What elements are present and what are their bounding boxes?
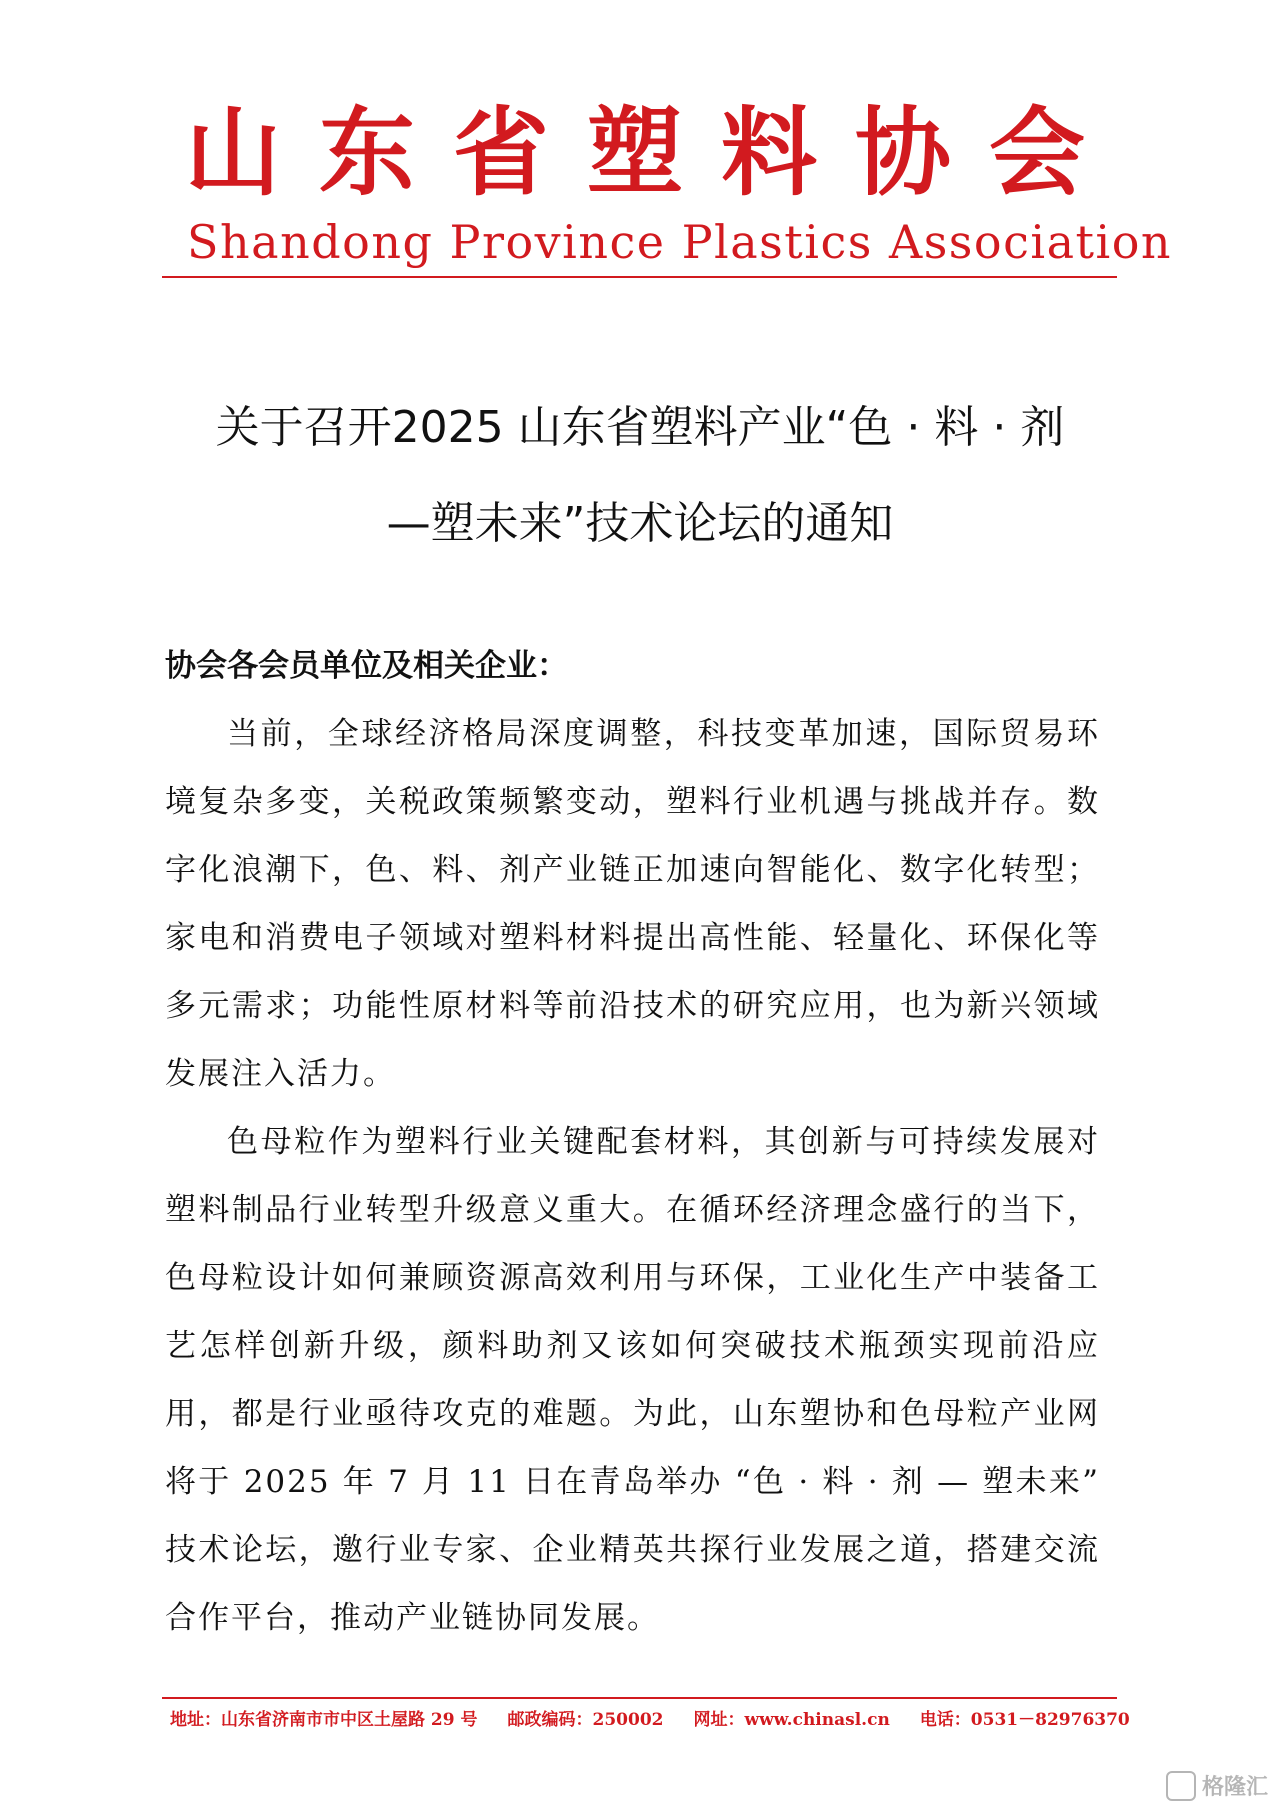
salutation: 协会各会员单位及相关企业： bbox=[165, 648, 568, 684]
notice-title-line-1: 关于召开2025 山东省塑料产业“色 · 料 · 剂 bbox=[215, 402, 1065, 453]
footer-phone: 电话：0531－82976370 bbox=[919, 1710, 1130, 1730]
letterhead-divider bbox=[162, 276, 1117, 278]
org-name-char: 省 bbox=[453, 96, 549, 209]
body-paragraph: 色母粒作为塑料行业关键配套材料，其创新与可持续发展对塑料制品行业转型升级意义重大。在循环经济理念盛行的当下，色母粒设计如何兼顾资源高效利用与环保，工业化生产中装备工艺怎样创新升级，颜料助剂又该如何突破技术瓶颈实现前沿应用，都是行业亟待攻克的难题。为此，山东塑协和色母粒产业网将于 2025 年 7 月 11 日在青岛举办 “色 · 料 · 剂 — 塑未来” 技术论坛，邀行业专家、企业精英共探行业发展之道，搭建交流合作平台，推动产业链协同发展。 bbox=[165, 1124, 1100, 1636]
org-name-char: 协 bbox=[855, 96, 951, 209]
body-paragraph: 当前，全球经济格局深度调整，科技变革加速，国际贸易环境复杂多变，关税政策频繁变动，塑料行业机遇与挑战并存。数字化浪潮下，色、料、剂产业链正加速向智能化、数字化转型；家电和消费电子领域对塑料材料提出高性能、轻量化、环保化等多元需求；功能性原材料等前沿技术的研究应用，也为新兴领域发展注入活力。 bbox=[165, 716, 1100, 1092]
footer-postcode: 邮政编码：250002 bbox=[507, 1710, 664, 1730]
watermark-logo-icon bbox=[1166, 1771, 1196, 1801]
org-name-char: 塑 bbox=[587, 96, 683, 209]
notice-title-line-2: —塑未来”技术论坛的通知 bbox=[386, 498, 894, 549]
org-name-english: Shandong Province Plastics Association bbox=[187, 215, 1173, 269]
org-name-char: 山 bbox=[185, 96, 281, 209]
watermark-text: 格隆汇 bbox=[1201, 1775, 1268, 1800]
org-name-chinese bbox=[185, 98, 1085, 208]
org-name-char: 东 bbox=[319, 96, 415, 209]
footer-address: 地址：山东省济南市市中区土屋路 29 号 bbox=[170, 1710, 478, 1730]
watermark bbox=[1166, 1770, 1268, 1801]
letterhead-footer bbox=[170, 1705, 1130, 1730]
footer-divider bbox=[162, 1697, 1117, 1699]
org-name-char: 料 bbox=[721, 96, 817, 209]
org-name-char: 会 bbox=[989, 96, 1085, 209]
footer-website: 网址：www.chinasl.cn bbox=[693, 1710, 890, 1730]
notice-body bbox=[165, 700, 1100, 1652]
notice-title bbox=[140, 380, 1140, 572]
